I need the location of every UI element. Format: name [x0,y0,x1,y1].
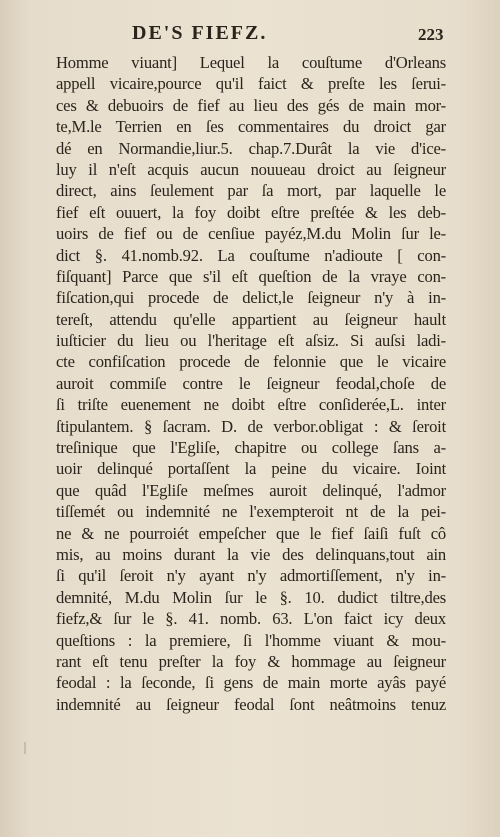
text-line: Homme viuant] Lequel la couſtume d'Orleans [56,53,446,72]
text-line: feodal : la ſeconde, ſi gens de main morte ayâs payé [56,673,446,693]
text-line: fiefz,& ſur le §. 41. nomb. 63. L'on faict icy deux [56,609,446,629]
text-line: demnité, M.du Molin ſur le §. 10. dudict tiltre,des [56,587,446,607]
text-line: queſtions : la premiere, ſi l'homme viuant & mou- [56,630,446,650]
text-line: tiſſemét ou indemnité ne l'exempteroit nt de la pei- [56,502,446,522]
text-line: ne & ne pourroiét empeſcher que le fief ſaiſi fuſt cô [56,523,446,543]
text-line: ces & debuoirs de fief au lieu des gés de main mor- [56,95,446,115]
running-head: DE'S FIEFZ. [132,22,268,44]
text-line: te,M.le Terrien en ſes commentaires du droict gar [56,117,446,137]
text-line: treſinique que l'Egliſe, chapitre ou college ſans a- [56,438,446,458]
text-line: fief eſt ouuert, la foy doibt eſtre preſtée & les deb- [56,202,446,222]
text-line: ſtipulantem. § ſacram. D. de verbor.obligat : & ſeroit [56,416,446,436]
text-line: direct, ains ſeulement par ſa mort, par laquelle le [56,181,446,201]
text-line: mis, au moins durant la vie des delinquans,tout ain [56,544,446,564]
text-line: dé en Normandie,liur.5. chap.7.Durât la vie d'ice- [56,138,446,158]
page-number: 223 [418,25,444,44]
text-line: rant eſt tenu preſter la foy & hommage au ſeigneur [56,651,446,671]
text-line: appell vicaire,pource qu'il faict & preſte les ſerui- [56,74,446,94]
text-line: fiſcation,qui procede de delict,le ſeigneur n'y à in- [56,288,446,308]
text-line: tereſt, attendu qu'elle appartient au ſeigneur hault [56,309,446,329]
text-line: cte confiſcation procede de felonnie que le vicaire [56,352,446,372]
text-line: fiſquant] Parce que s'il eſt queſtion de la vraye con- [56,266,446,286]
text-line: ſi triſte euenement ne doibt eſtre conſiderée,L. inter [56,395,446,415]
text-line: ſi qu'il ſeroit n'y ayant n'y admortiſſement, n'y in- [56,566,446,586]
text-line: que quâd l'Egliſe meſmes auroit delinqué, l'admor [56,480,446,500]
body-text [56,52,446,715]
text-line: iuſticier du lieu ou l'heritage eſt aſsiz. Si auſsi ladi- [56,331,446,351]
paper-mark [24,742,26,754]
text-line: uoirs de fief ou de cenſiue payéz,M.du Molin ſur le- [56,224,446,244]
text-line: uoir delinqué portaſſent la peine du vicaire. Ioint [56,459,446,479]
text-line: indemnité au ſeigneur feodal ſont neâtmoins tenuz [56,694,446,714]
text-line: auroit commiſe contre le ſeigneur feodal,choſe de [56,373,446,393]
text-line: luy il n'eſt acquis aucun nouueau droict au ſeigneur [56,159,446,179]
text-line: dict §. 41.nomb.92. La couſtume n'adioute [ con- [56,245,446,265]
page-header [0,22,500,50]
